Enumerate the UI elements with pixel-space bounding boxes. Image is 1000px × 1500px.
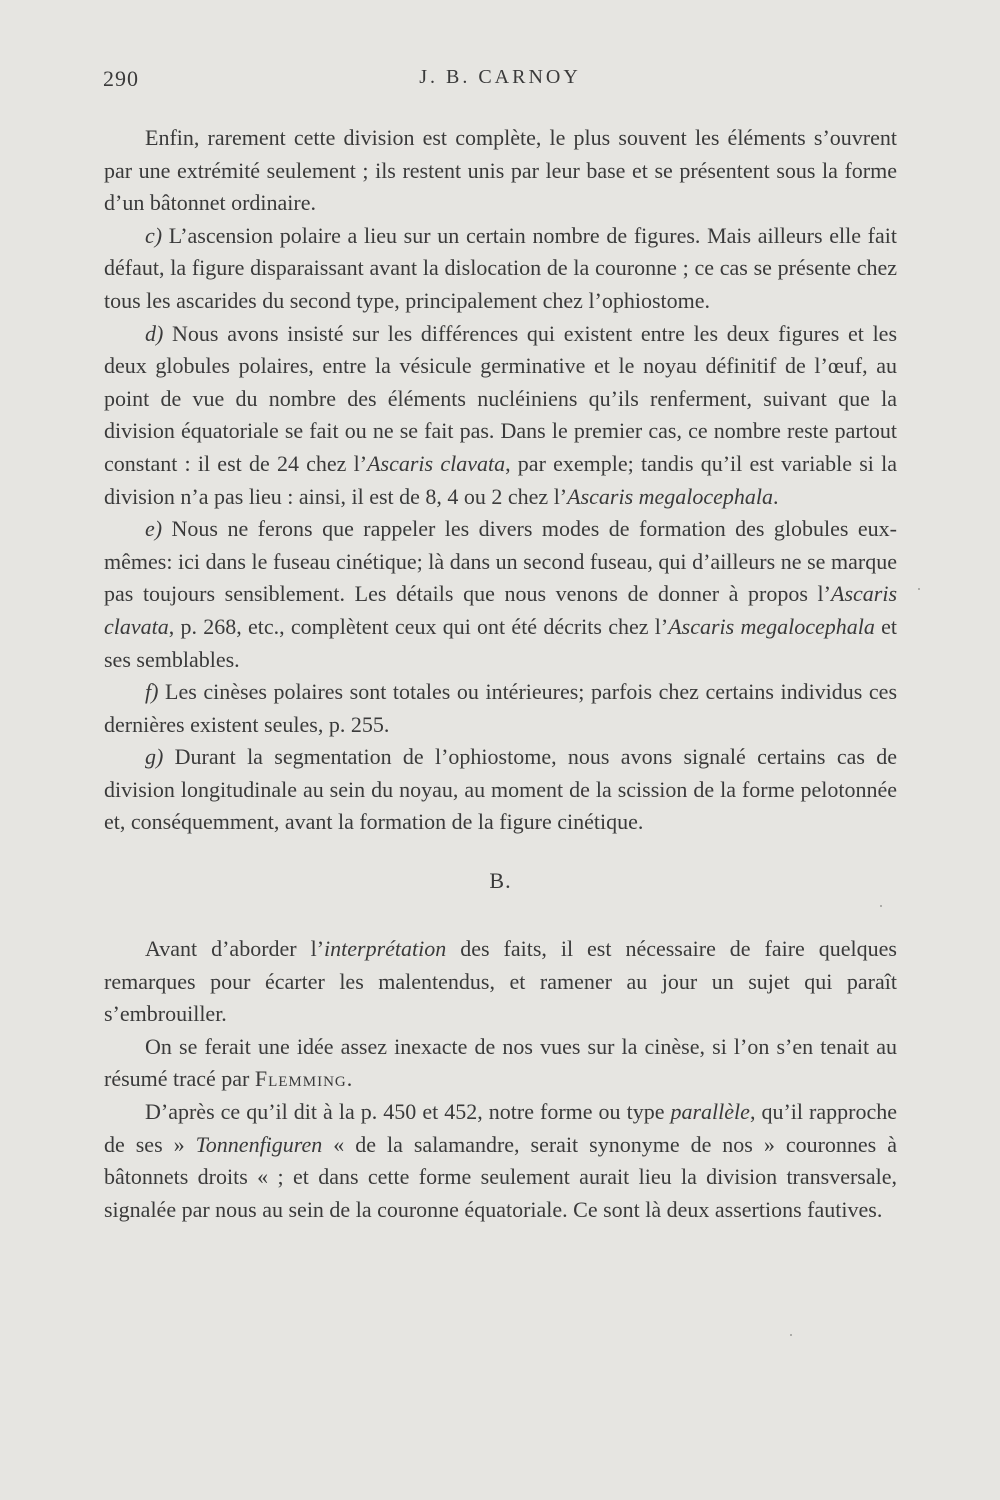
paragraph-item-d [104,318,897,514]
paragraph-text: Les cinèses polaires sont totales ou intérieures; parfois chez certains individus ces dernières existent seules, p. 255. [104,679,898,737]
section-heading: B. [489,868,512,894]
item-marker: c) [145,222,163,248]
paragraph-text: , p. 268, etc., complètent ceux qui ont été décrits chez l’ [168,613,669,639]
species-name: Ascaris clavata [367,450,506,476]
paragraph-text: On se ferait une idée assez inexacte de nos vues sur la cinèse, si l’on s’en tenait au résumé tracé par [104,1033,897,1092]
paragraph-text: « de la salamandre, serait synonyme de nos » couronnes à bâtonnets droits « ; et dans cette forme seulement aurait lieu la division transversale, signalée par nous au sein de la couronne équatoriale. Ce sont là deux assertions fautives. [104,1131,897,1222]
paragraph-text: . [346,1066,353,1092]
running-title: J. B. CARNOY [419,66,581,88]
paragraph-text: des faits, il est nécessaire de faire quelques remarques pour écarter les malentendus, et ramener au jour un sujet qui paraît s’embrouiller. [104,936,897,1027]
paragraph-item-f [104,676,897,741]
species-name: Ascaris megalocephala [668,613,875,639]
item-marker: d) [145,320,164,346]
page-header [0,62,1000,96]
paragraph-text: , qu’il rapproche de ses » [104,1099,897,1157]
paragraph-item-c [104,220,897,318]
species-name: Ascaris clavata [104,581,897,639]
paragraph-dapres [104,1096,897,1226]
paragraph-text: Avant d’aborder l’ [145,936,325,962]
paragraph-text: D’après ce qu’il dit à la p. 450 et 452, notre forme ou type [145,1099,671,1125]
species-name: Ascaris megalocephala [567,483,774,509]
paragraph-text: Nous ne ferons que rappeler les divers modes de formation des globules eux-mêmes: ici dans le fuseau cinétique; là dans un second fuseau, qui d’ailleurs ne se marque pas toujours sensiblement. Les détails que nous venons de donner à propos l’ [104,516,897,607]
emphasis: interprétation [324,936,447,962]
author-name: Flemming [254,1066,347,1092]
paragraph-text: L’ascension polaire a lieu sur un certain nombre de figures. Mais ailleurs elle fait défaut, la figure disparaissant avant la dislocation de la couronne ; ce cas se présente chez tous les ascarides du second type, principalement chez l’ophiostome. [104,222,898,313]
paragraph-text: , par exemple; tandis qu’il est variable si la division n’a pas lieu : ainsi, il est de 8, 4 ou 2 chez l’ [104,450,897,509]
page-number: 290 [103,66,139,91]
emphasis: parallèle [670,1099,750,1125]
item-marker: g) [145,744,164,770]
paper-speck [880,905,882,907]
paragraph-item-e [104,513,897,676]
paper-speck [790,1334,792,1336]
paragraph-text: et ses semblables. [104,613,898,672]
paragraph-enfin [104,122,897,220]
paragraph-text: Nous avons insisté sur les différences qui existent entre les deux figures et les deux globules polaires, entre la vésicule germinative et le noyau définitif de l’œuf, au point de vue du nombre des éléments nucléiniens qu’ils renferment, suivant que la division équatoriale se fait ou ne se fait pas. Dans le premier cas, ce nombre reste partout constant : il est de 24 chez l’ [104,320,898,476]
paragraph-item-g [104,741,897,839]
paragraph-text: . [773,483,779,509]
paragraph-text: Enfin, rarement cette division est complète, le plus souvent les éléments s’ouvrent par une extrémité seulement ; ils restent unis par leur base et se présentent sous la forme d’un bâtonnet ordinaire. [104,125,897,216]
german-term: Tonnenfiguren [195,1131,323,1157]
paragraph-text: Durant la segmentation de l’ophiostome, nous avons signalé certains cas de division longitudinale au sein du noyau, au moment de la scission de la forme pelotonnée et, conséquemment, avant la formation de la figure cinétique. [104,744,897,835]
item-marker: e) [145,516,163,542]
paragraph-avant [104,933,897,1031]
item-marker: f) [145,679,159,705]
paper-speck [918,588,920,590]
text-body [104,122,897,1226]
paragraph-flemming [104,1031,897,1096]
